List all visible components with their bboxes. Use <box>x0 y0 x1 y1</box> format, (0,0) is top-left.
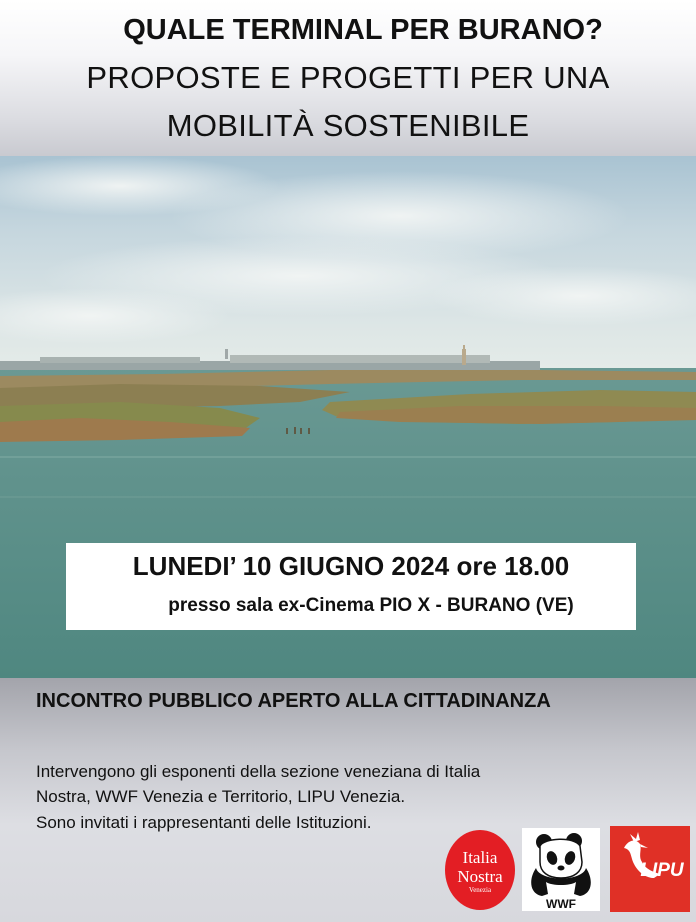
italia-nostra-text-3: Venezia <box>468 886 492 894</box>
italia-nostra-text-2: Nostra <box>457 867 503 886</box>
italia-nostra-logo <box>443 828 517 911</box>
lipu-text: LIPU <box>640 860 684 881</box>
lipu-logo <box>610 826 690 912</box>
event-date-time: LUNEDI’ 10 GIUGNO 2024 ore 18.00 <box>132 551 570 581</box>
header-band <box>0 0 696 156</box>
info-headline: INCONTRO PUBBLICO APERTO ALLA CITTADINANZA <box>36 690 551 712</box>
event-date-box <box>66 543 636 630</box>
poster-subtitle-line1: PROPOSTE E PROGETTI PER UNA <box>86 60 610 95</box>
italia-nostra-text-1: Italia <box>462 848 498 867</box>
poster-title: QUALE TERMINAL PER BURANO? <box>123 14 603 46</box>
info-body-line3: Sono invitati i rappresentanti delle Istituzioni. <box>36 813 372 832</box>
info-body-line1: Intervengono gli esponenti della sezione veneziana di Italia <box>36 762 481 781</box>
wwf-panda-logo <box>522 828 600 911</box>
wwf-text: WWF <box>546 897 576 911</box>
info-body-line2: Nostra, WWF Venezia e Territorio, LIPU Venezia. <box>36 787 406 806</box>
event-venue: presso sala ex-Cinema PIO X - BURANO (VE) <box>168 595 574 616</box>
poster-subtitle-line2: MOBILITÀ SOSTENIBILE <box>166 108 530 143</box>
